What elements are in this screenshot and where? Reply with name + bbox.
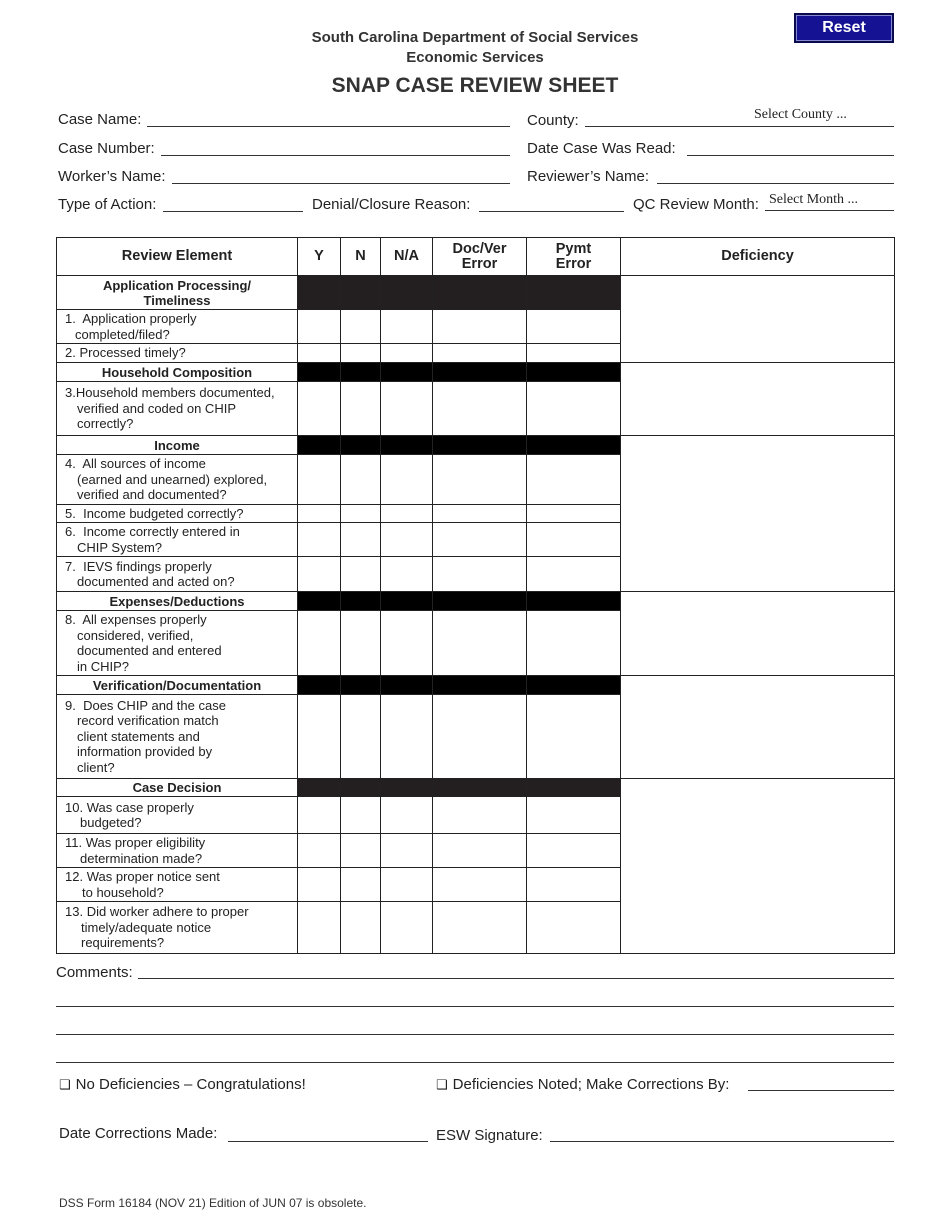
reviewer-name-label: Reviewer’s Name: xyxy=(527,168,649,185)
y-cell[interactable] xyxy=(298,504,341,523)
review-table xyxy=(56,237,895,954)
n-cell[interactable] xyxy=(341,382,381,436)
question-8: 8. All expenses properly considered, verified, documented and entered in CHIP? xyxy=(57,611,298,676)
county-label: County: xyxy=(527,112,579,129)
n-cell[interactable] xyxy=(341,797,381,834)
checkbox-icon[interactable]: ❑ xyxy=(59,1078,71,1093)
na-cell[interactable] xyxy=(381,902,433,954)
na-cell[interactable] xyxy=(381,504,433,523)
no-deficiencies-label: No Deficiencies – Congratulations! xyxy=(75,1076,306,1093)
na-cell[interactable] xyxy=(381,797,433,834)
deficiency-cell[interactable] xyxy=(621,592,895,676)
pymt-cell[interactable] xyxy=(527,611,621,676)
n-cell[interactable] xyxy=(341,834,381,868)
n-cell[interactable] xyxy=(341,504,381,523)
division-name: Economic Services xyxy=(406,49,544,66)
doc-ver-cell[interactable] xyxy=(433,523,527,557)
header-review-element: Review Element xyxy=(57,238,298,276)
section-row xyxy=(57,276,895,310)
question-7: 7. IEVS findings properly documented and acted on? xyxy=(57,557,298,592)
question-10: 10. Was case properly budgeted? xyxy=(57,797,298,834)
question-4: 4. All sources of income (earned and unearned) explored, verified and documented? xyxy=(57,455,298,505)
y-cell[interactable] xyxy=(298,797,341,834)
n-cell[interactable] xyxy=(341,310,381,344)
na-cell[interactable] xyxy=(381,695,433,779)
section-title: Verification/Documentation xyxy=(57,676,298,695)
doc-ver-cell[interactable] xyxy=(433,611,527,676)
department-name: South Carolina Department of Social Services xyxy=(311,29,639,46)
comments-label: Comments: xyxy=(56,964,133,981)
section-title: Application Processing/ Timeliness xyxy=(57,276,298,310)
form-footer: DSS Form 16184 (NOV 21) Edition of JUN 07 is obsolete. xyxy=(59,1196,367,1210)
case-name-field[interactable] xyxy=(147,126,510,127)
county-select-value[interactable]: Select County ... xyxy=(754,107,847,122)
worker-name-label: Worker’s Name: xyxy=(58,168,166,185)
section-title: Expenses/Deductions xyxy=(57,592,298,611)
section-row xyxy=(57,592,895,611)
header-pymt-error: Pymt Error xyxy=(527,238,621,276)
doc-ver-cell[interactable] xyxy=(433,382,527,436)
n-cell[interactable] xyxy=(341,344,381,363)
denial-reason-field[interactable] xyxy=(479,211,624,212)
checkbox-icon[interactable]: ❑ xyxy=(436,1078,448,1093)
na-cell[interactable] xyxy=(381,868,433,902)
date-read-label: Date Case Was Read: xyxy=(527,140,676,157)
pymt-cell[interactable] xyxy=(527,902,621,954)
doc-ver-cell[interactable] xyxy=(433,834,527,868)
pymt-cell[interactable] xyxy=(527,695,621,779)
na-cell[interactable] xyxy=(381,382,433,436)
deficiency-cell[interactable] xyxy=(621,363,895,436)
county-select[interactable] xyxy=(585,126,894,127)
y-cell[interactable] xyxy=(298,455,341,505)
no-deficiencies-option[interactable] xyxy=(59,1076,306,1093)
doc-ver-cell[interactable] xyxy=(433,695,527,779)
doc-ver-cell[interactable] xyxy=(433,797,527,834)
na-cell[interactable] xyxy=(381,523,433,557)
section-row xyxy=(57,779,895,797)
reset-button[interactable]: Reset xyxy=(794,13,894,43)
na-cell[interactable] xyxy=(381,310,433,344)
qc-month-label: QC Review Month: xyxy=(633,196,759,213)
header-deficiency: Deficiency xyxy=(621,238,895,276)
question-13: 13. Did worker adhere to proper timely/adequate notice requirements? xyxy=(57,902,298,954)
table-header-row xyxy=(57,238,895,276)
corrections-by-field[interactable] xyxy=(748,1090,894,1091)
date-read-field[interactable] xyxy=(687,155,894,156)
section-title: Household Composition xyxy=(57,363,298,382)
question-6: 6. Income correctly entered in CHIP System? xyxy=(57,523,298,557)
doc-ver-cell[interactable] xyxy=(433,902,527,954)
doc-ver-cell[interactable] xyxy=(433,310,527,344)
comments-line[interactable] xyxy=(56,1034,894,1035)
n-cell[interactable] xyxy=(341,868,381,902)
reviewer-name-field[interactable] xyxy=(657,183,894,184)
n-cell[interactable] xyxy=(341,523,381,557)
deficiency-cell[interactable] xyxy=(621,276,895,363)
deficiency-cell[interactable] xyxy=(621,436,895,592)
pymt-cell[interactable] xyxy=(527,344,621,363)
question-11: 11. Was proper eligibility determination made? xyxy=(57,834,298,868)
type-of-action-field[interactable] xyxy=(163,211,303,212)
section-row xyxy=(57,436,895,455)
y-cell[interactable] xyxy=(298,310,341,344)
pymt-cell[interactable] xyxy=(527,868,621,902)
deficiency-cell[interactable] xyxy=(621,676,895,779)
page-title: SNAP CASE REVIEW SHEET xyxy=(331,74,619,97)
comments-field[interactable] xyxy=(138,978,894,979)
doc-ver-cell[interactable] xyxy=(433,504,527,523)
date-corrections-field[interactable] xyxy=(228,1141,428,1142)
deficiencies-noted-option[interactable] xyxy=(436,1076,729,1093)
esw-signature-label: ESW Signature: xyxy=(436,1127,543,1144)
pymt-cell[interactable] xyxy=(527,310,621,344)
header-doc-ver-error: Doc/Ver Error xyxy=(433,238,527,276)
esw-signature-field[interactable] xyxy=(550,1141,894,1142)
n-cell[interactable] xyxy=(341,557,381,592)
doc-ver-cell[interactable] xyxy=(433,868,527,902)
qc-month-select-value[interactable]: Select Month ... xyxy=(769,192,859,207)
case-number-field[interactable] xyxy=(161,155,510,156)
type-of-action-label: Type of Action: xyxy=(58,196,157,213)
question-1: 1. Application properly completed/filed? xyxy=(57,310,298,344)
section-row xyxy=(57,676,895,695)
y-cell[interactable] xyxy=(298,523,341,557)
case-name-label: Case Name: xyxy=(58,111,142,128)
question-3: 3.Household members documented, verified and coded on CHIP correctly? xyxy=(57,382,298,436)
pymt-cell[interactable] xyxy=(527,797,621,834)
question-12: 12. Was proper notice sent to household? xyxy=(57,868,298,902)
pymt-cell[interactable] xyxy=(527,834,621,868)
section-title: Income xyxy=(57,436,298,455)
pymt-cell[interactable] xyxy=(527,557,621,592)
pymt-cell[interactable] xyxy=(527,523,621,557)
header-n: N xyxy=(341,238,381,276)
na-cell[interactable] xyxy=(381,611,433,676)
doc-ver-cell[interactable] xyxy=(433,344,527,363)
denial-reason-label: Denial/Closure Reason: xyxy=(312,196,471,213)
n-cell[interactable] xyxy=(341,455,381,505)
y-cell[interactable] xyxy=(298,695,341,779)
y-cell[interactable] xyxy=(298,557,341,592)
pymt-cell[interactable] xyxy=(527,455,621,505)
date-corrections-label: Date Corrections Made: xyxy=(59,1125,218,1142)
deficiencies-noted-label: Deficiencies Noted; Make Corrections By: xyxy=(452,1076,730,1093)
y-cell[interactable] xyxy=(298,611,341,676)
y-cell[interactable] xyxy=(298,902,341,954)
question-9: 9. Does CHIP and the case record verification match client statements and information provided by client? xyxy=(57,695,298,779)
n-cell[interactable] xyxy=(341,611,381,676)
header-y: Y xyxy=(298,238,341,276)
worker-name-field[interactable] xyxy=(172,183,510,184)
na-cell[interactable] xyxy=(381,455,433,505)
question-5: 5. Income budgeted correctly? xyxy=(57,504,298,523)
y-cell[interactable] xyxy=(298,834,341,868)
header-na: N/A xyxy=(381,238,433,276)
n-cell[interactable] xyxy=(341,695,381,779)
deficiency-cell[interactable] xyxy=(621,779,895,954)
case-number-label: Case Number: xyxy=(58,140,155,157)
na-cell[interactable] xyxy=(381,557,433,592)
na-cell[interactable] xyxy=(381,344,433,363)
y-cell[interactable] xyxy=(298,344,341,363)
na-cell[interactable] xyxy=(381,834,433,868)
pymt-cell[interactable] xyxy=(527,504,621,523)
qc-month-select[interactable] xyxy=(765,210,894,211)
y-cell[interactable] xyxy=(298,382,341,436)
n-cell[interactable] xyxy=(341,902,381,954)
question-2: 2. Processed timely? xyxy=(57,344,298,363)
y-cell[interactable] xyxy=(298,868,341,902)
section-title: Case Decision xyxy=(57,779,298,797)
comments-line[interactable] xyxy=(56,1062,894,1063)
pymt-cell[interactable] xyxy=(527,382,621,436)
doc-ver-cell[interactable] xyxy=(433,455,527,505)
comments-line[interactable] xyxy=(56,1006,894,1007)
doc-ver-cell[interactable] xyxy=(433,557,527,592)
section-row xyxy=(57,363,895,382)
